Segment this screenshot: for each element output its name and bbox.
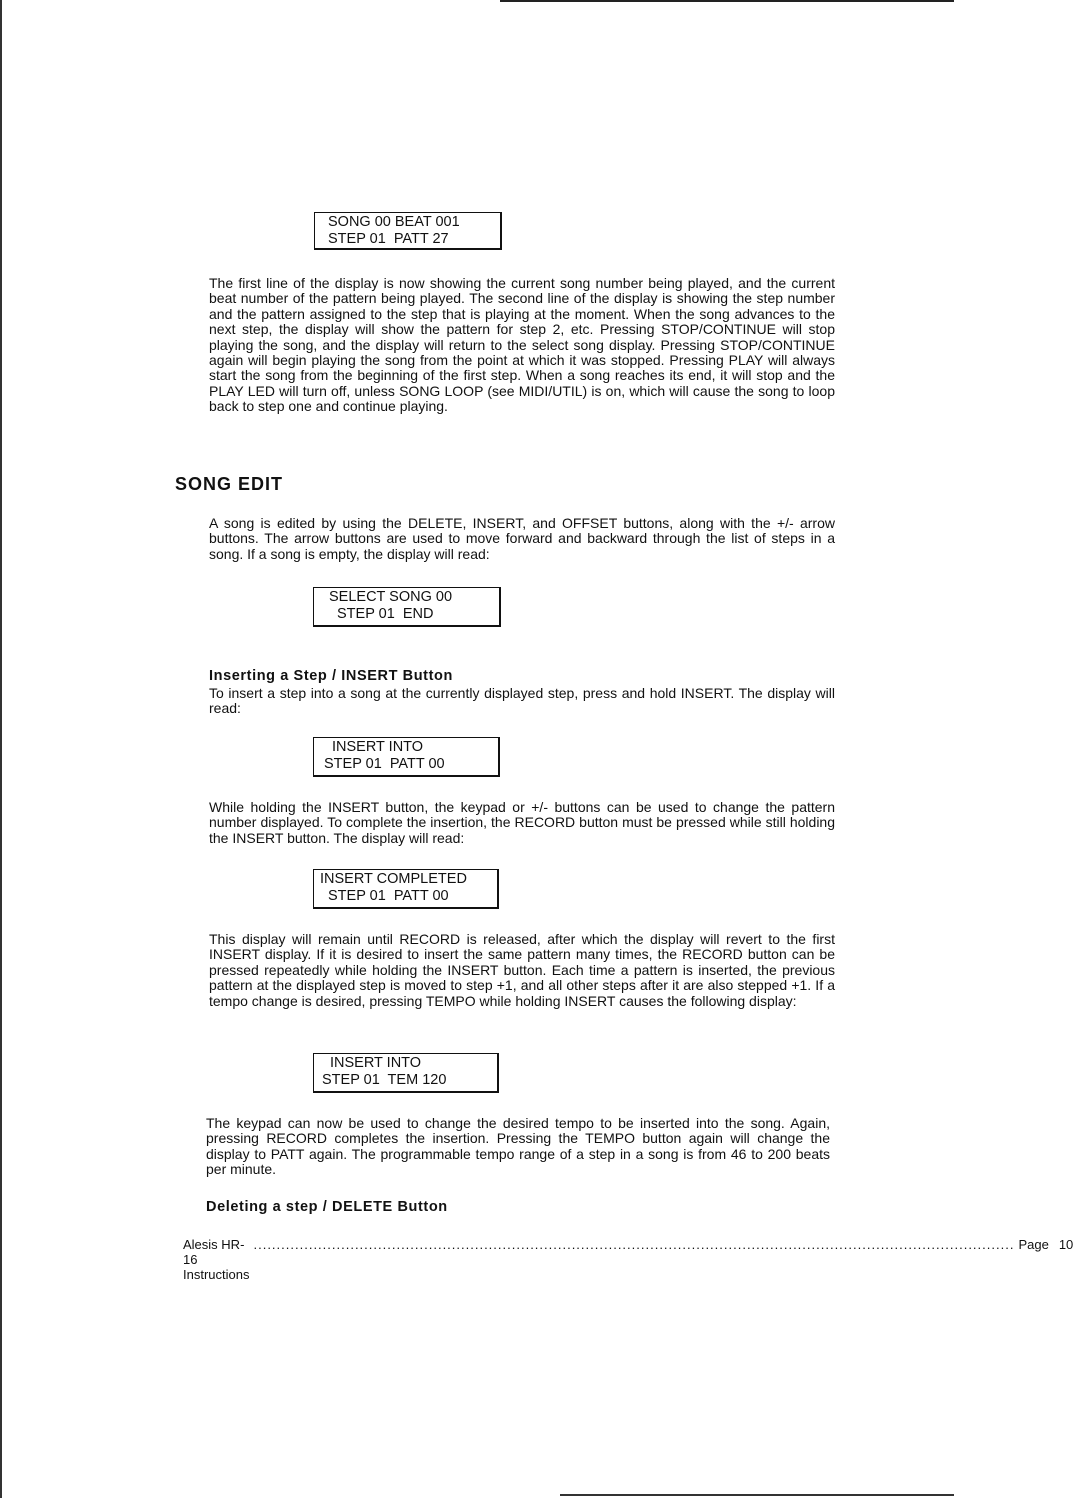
page-edge-bottom — [560, 1494, 954, 1496]
lcd-display-insert-tempo — [313, 1053, 499, 1093]
lcd-display-insert-into — [313, 737, 500, 777]
paragraph-song-edit-intro: A song is edited by using the DELETE, INSERT, and OFFSET buttons, along with the +/- arrow buttons. The arrow buttons are used to move forward and backward through the list of steps in a song. If a song is empty, the display will read: — [209, 515, 835, 562]
page-footer — [183, 1237, 1073, 1282]
footer-leader-dots: ..................................................................................................................................................................... — [253, 1237, 1015, 1252]
lcd-line-1: INSERT COMPLETED — [320, 871, 467, 887]
lcd-line-1: INSERT INTO — [330, 1055, 422, 1071]
lcd-line-2: STEP 01 TEM 120 — [322, 1072, 447, 1088]
lcd-line-2: STEP 01 PATT 00 — [328, 888, 449, 904]
lcd-line-2: STEP 01 PATT 27 — [328, 231, 449, 247]
footer-page-number: 10 — [1058, 1237, 1073, 1252]
lcd-display-song-beat — [314, 212, 502, 250]
footer-title: Alesis HR-16 Instructions — [183, 1237, 250, 1282]
paragraph-tempo-range: The keypad can now be used to change the desired tempo to be inserted into the song. Again, pressing RECORD completes the insertion. Pressing the TEMPO button again will change the display to PATT again. The programmable tempo range of a step in a song is from 46 to 200 beats per minute. — [206, 1115, 830, 1178]
footer-page-label: Page — [1018, 1237, 1049, 1252]
subheading-deleting-step: Deleting a step / DELETE Button — [206, 1199, 448, 1215]
lcd-line-1: INSERT INTO — [332, 739, 424, 755]
subheading-inserting-step: Inserting a Step / INSERT Button — [209, 668, 453, 684]
lcd-line-2: STEP 01 END — [337, 606, 434, 622]
lcd-line-1: SONG 00 BEAT 001 — [328, 214, 460, 230]
lcd-display-select-song — [313, 587, 501, 627]
page-edge-top — [500, 0, 954, 2]
page-edge-left — [0, 0, 2, 1498]
paragraph-insert-holding: While holding the INSERT button, the keypad or +/- buttons can be used to change the pattern number displayed. To complete the insertion, the RECORD button must be pressed while still holding the INSERT button. The display will read: — [209, 799, 835, 846]
paragraph-song-play: The first line of the display is now showing the current song number being played, and the current beat number of the pattern being played. The second line of the display is showing the step number and the pattern assigned to the step that is playing at the moment. When the song advances to the next step, the display will show the pattern for step 2, etc. Pressing STOP/CONTINUE will stop playing the song, and the display will return to the select song display. Pressing STOP/CONTINUE again will begin playing the song from the point at which it was stopped. Pressing PLAY will always start the song from the beginning of the first step. When a song reaches its end, it will stop and the PLAY LED will turn off, unless SONG LOOP (see MIDI/UTIL) is on, which will cause the song to loop back to step one and continue playing. — [209, 275, 835, 415]
paragraph-insert-repeat: This display will remain until RECORD is released, after which the display will revert to the first INSERT display. If it is desired to insert the same pattern many times, the RECORD button can be pressed repeatedly while holding the INSERT button. Each time a pattern is inserted, the previous pattern at the displayed step is moved to step +1, and all other steps after it are also stepped +1. If a tempo change is desired, pressing TEMPO while holding INSERT causes the following display: — [209, 931, 835, 1009]
lcd-display-insert-completed — [313, 869, 499, 909]
section-heading-song-edit: SONG EDIT — [175, 474, 284, 494]
paragraph-insert-intro: To insert a step into a song at the currently displayed step, press and hold INSERT. The display will read: — [209, 685, 835, 717]
lcd-line-1: SELECT SONG 00 — [329, 589, 453, 605]
lcd-line-2: STEP 01 PATT 00 — [324, 756, 445, 772]
